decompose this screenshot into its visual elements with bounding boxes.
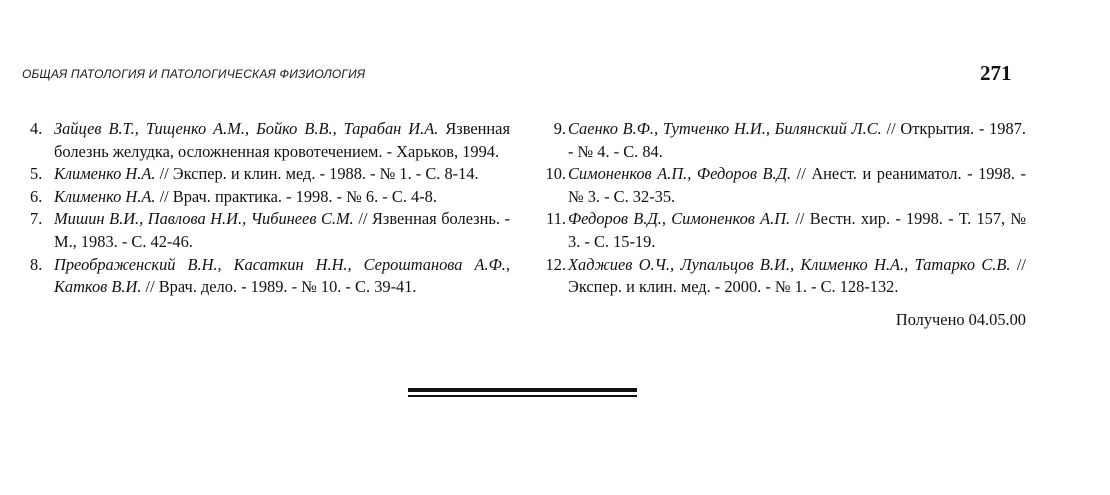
reference-authors: Симоненков А.П., Федоров В.Д.: [568, 164, 792, 184]
end-rule-thick-line: [408, 388, 637, 392]
reference-item: [538, 118, 1026, 163]
reference-item: [30, 163, 510, 186]
reference-source: // Язвенная болезнь. - М., 1983. - С. 42-46.: [54, 209, 510, 251]
reference-source: // Экспер. и клин. мед. - 2000. - № 1. - С. 128-132.: [568, 254, 1026, 297]
end-rule-thin-line: [408, 395, 637, 397]
running-header-title: ОБЩАЯ ПАТОЛОГИЯ И ПАТОЛОГИЧЕСКАЯ ФИЗИОЛОГИЯ: [22, 67, 366, 81]
page-number: 271: [980, 61, 1012, 85]
reference-authors: Клименко Н.А.: [54, 186, 156, 206]
reference-item: [538, 254, 1026, 299]
reference-number: 11.: [546, 209, 566, 229]
reference-source: Язвенная болезнь желудка, осложненная кровотечением. - Харьков, 1994.: [54, 119, 510, 161]
reference-source: // Врач. практика. - 1998. - № 6. - С. 4-8.: [155, 186, 437, 206]
reference-authors: Мишин В.И., Павлова Н.И., Чибинеев С.М.: [54, 209, 354, 229]
references-right-column: [538, 118, 1026, 331]
reference-authors: Саенко В.Ф., Тутченко Н.И., Билянский Л.С.: [568, 119, 882, 138]
reference-number: 4.: [30, 119, 43, 138]
reference-number: 9.: [553, 119, 566, 138]
reference-number: 5.: [30, 164, 43, 184]
reference-item: [538, 208, 1026, 253]
reference-number: 10.: [545, 164, 566, 184]
reference-item: [30, 186, 510, 209]
reference-source: // Экспер. и клин. мед. - 1988. - № 1. - С. 8-14.: [155, 164, 479, 184]
reference-authors: Федоров В.Д., Симоненков А.П.: [568, 209, 791, 229]
reference-number: 7.: [30, 209, 43, 229]
reference-item: [30, 208, 510, 253]
references-left-column: [30, 118, 510, 299]
reference-source: // Анест. и реаниматол. - 1998. - № 3. - С. 32-35.: [568, 164, 1026, 206]
reference-item: [30, 118, 510, 163]
reference-number: 12.: [545, 254, 566, 274]
reference-source: // Вестн. хир. - 1998. - Т. 157, № 3. - С. 15-19.: [568, 209, 1026, 251]
reference-source: // Открытия. - 1987. - № 4. - С. 84.: [568, 119, 1026, 161]
reference-item: [538, 163, 1026, 208]
reference-number: 6.: [30, 186, 43, 206]
reference-authors: Клименко Н.А.: [54, 164, 156, 184]
reference-authors: Зайцев В.Т., Тищенко А.М., Бойко В.В., Тарабан И.А.: [54, 119, 439, 138]
reference-authors: Хаджиев О.Ч., Лупальцов В.И., Клименко Н.А., Татарко С.В.: [568, 254, 1011, 274]
reference-number: 8.: [30, 254, 43, 274]
end-of-article-rule: [408, 388, 637, 398]
received-date: Получено 04.05.00: [895, 309, 1026, 329]
reference-source: // Врач. дело. - 1989. - № 10. - С. 39-41.: [141, 277, 417, 297]
reference-item: [30, 254, 510, 299]
reference-authors: Преображенский В.Н., Касаткин Н.Н., Сероштанова А.Ф., Катков В.И.: [54, 254, 510, 297]
